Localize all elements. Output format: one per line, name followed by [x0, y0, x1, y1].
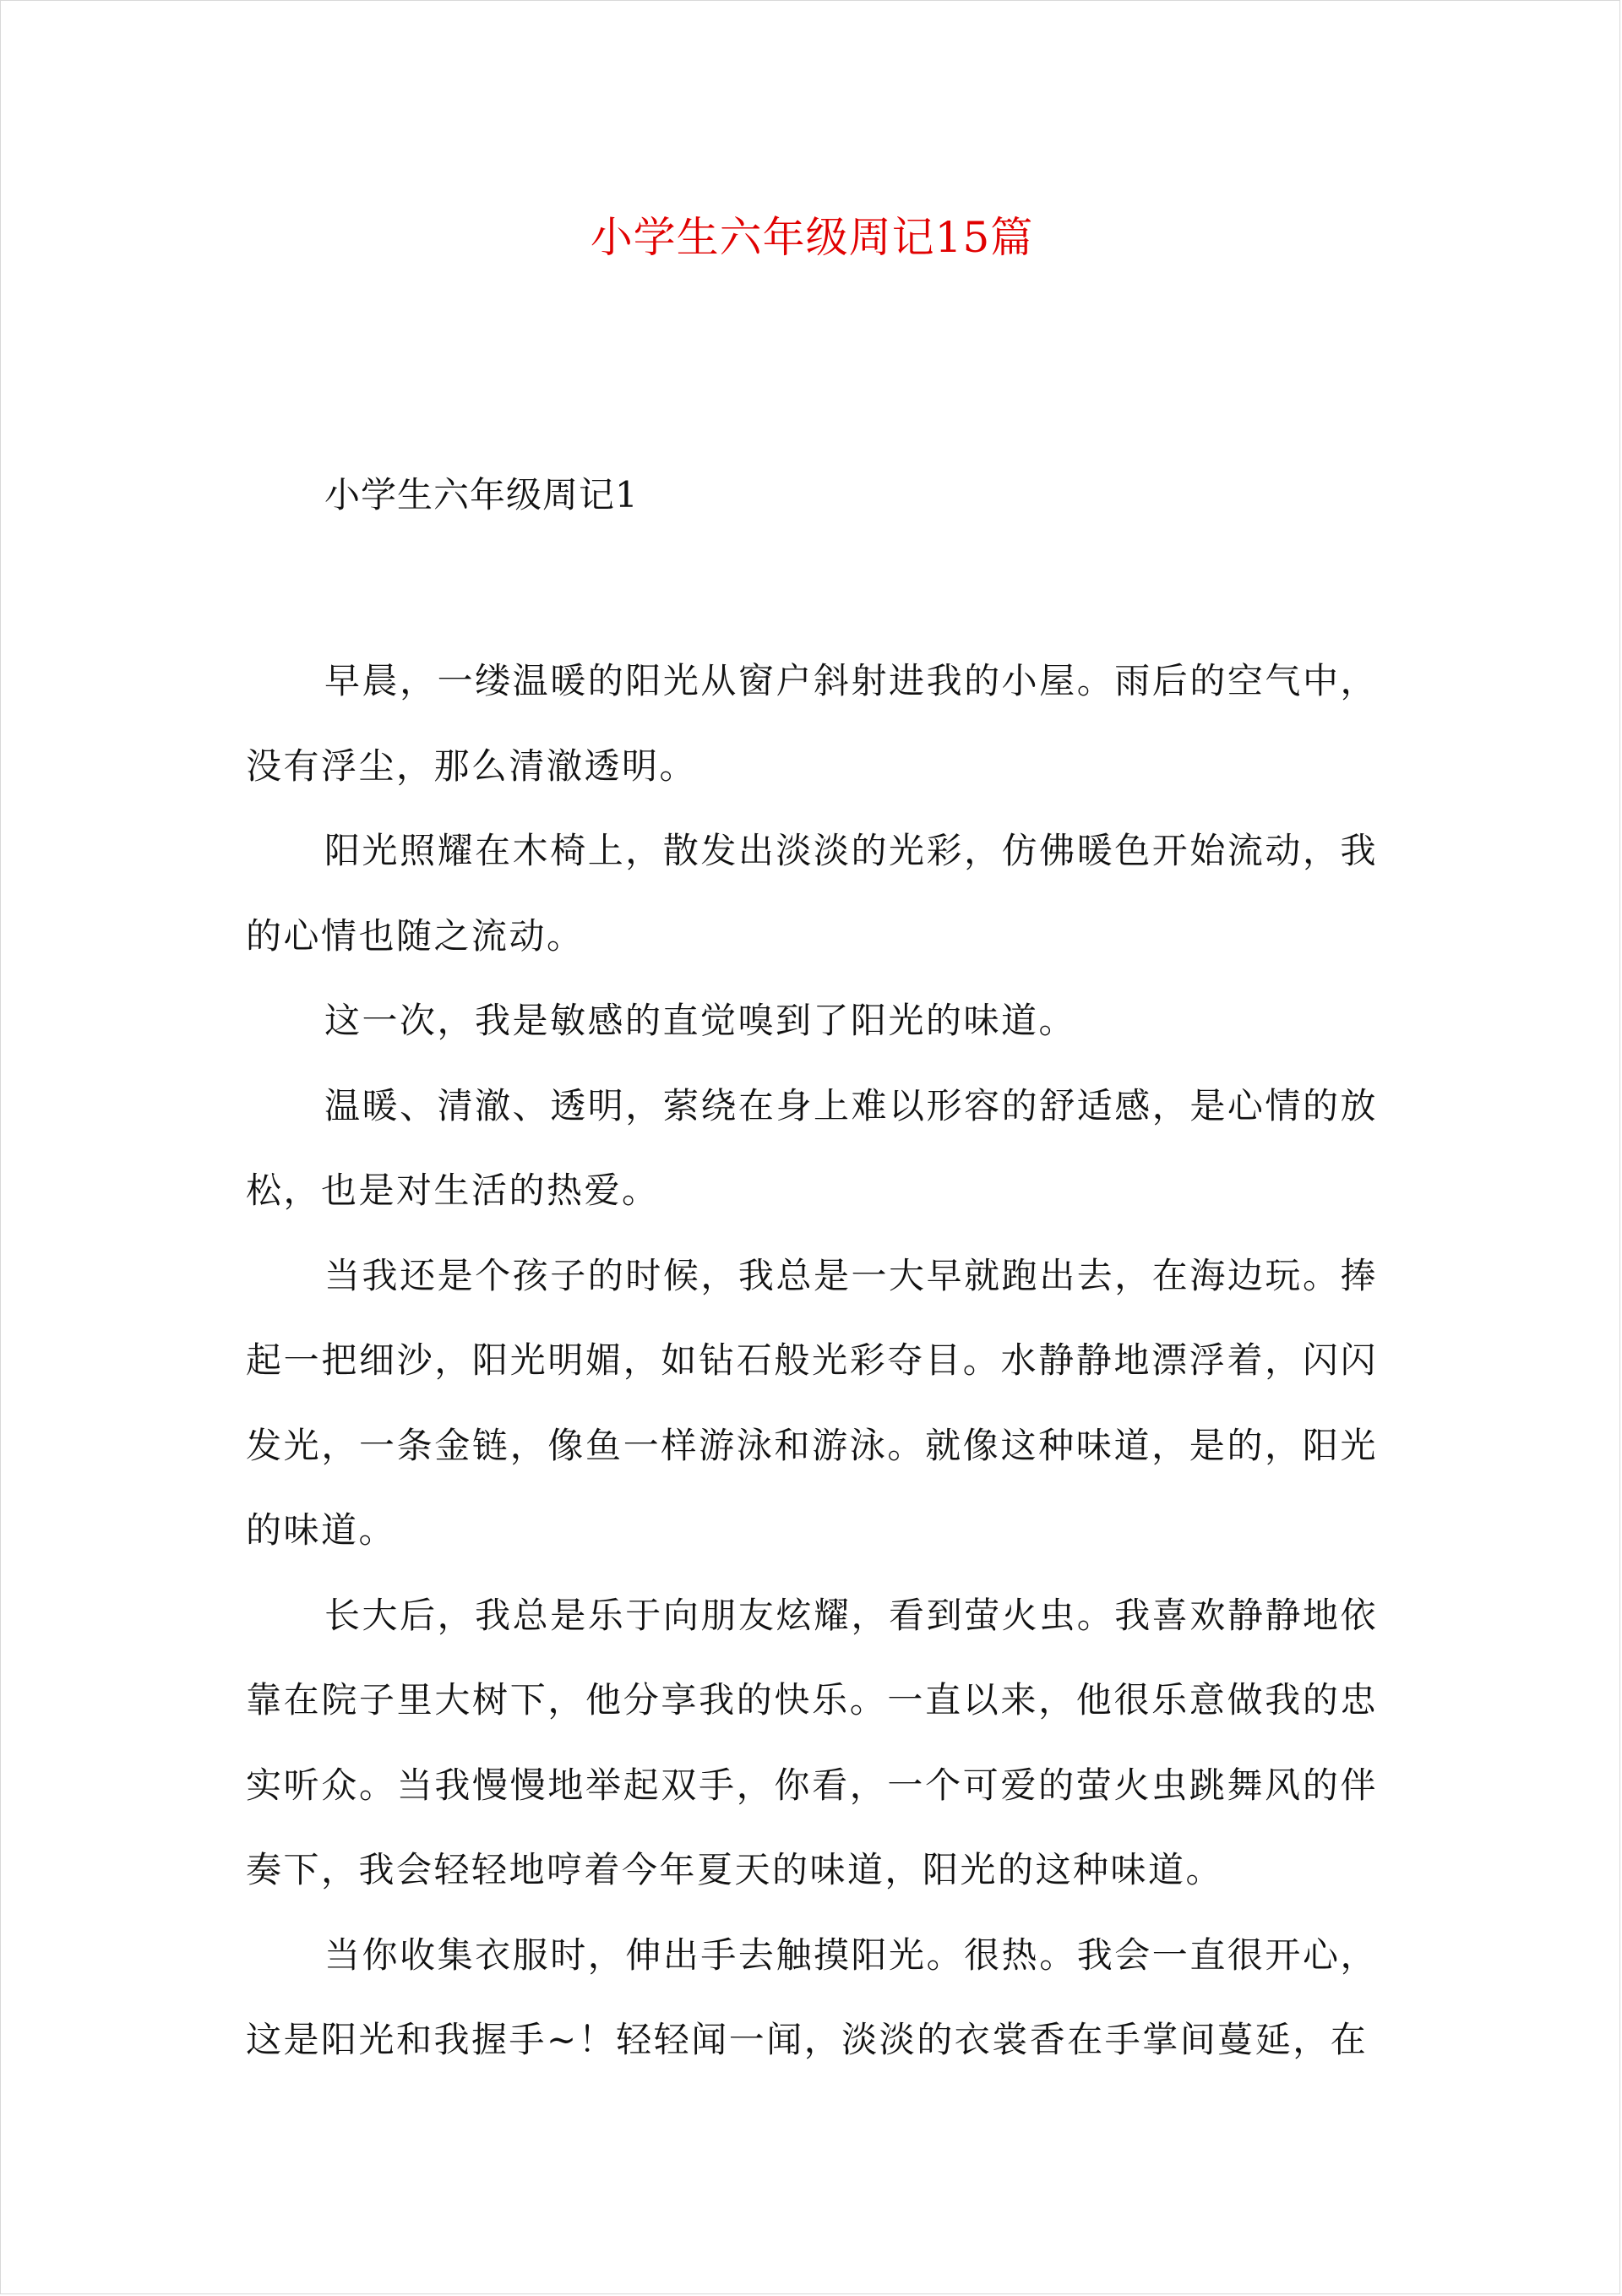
paragraph: 当我还是个孩子的时候，我总是一大早就跑出去，在海边玩。捧起一把细沙，阳光明媚，如钻石般光彩夺目。水静静地漂浮着，闪闪发光，一条金链，像鱼一样游泳和游泳。就像这种味道，是的，阳光的味道。 [246, 1254, 1378, 1551]
paragraph: 早晨，一缕温暖的阳光从窗户斜射进我的小屋。雨后的空气中，没有浮尘，那么清澈透明。 [246, 660, 1378, 787]
paragraph: 阳光照耀在木椅上，散发出淡淡的光彩，仿佛暖色开始流动，我的心情也随之流动。 [246, 830, 1378, 957]
paragraph: 当你收集衣服时，伸出手去触摸阳光。很热。我会一直很开心，这是阳光和我握手~！轻轻闻一闻，淡淡的衣裳香在手掌间蔓延，在 [246, 1933, 1378, 2060]
paragraph: 这一次，我是敏感的直觉嗅到了阳光的味道。 [324, 1000, 1077, 1041]
document-title: 小学生六年级周记15篇 [590, 213, 1034, 262]
paragraph: 温暖、清澈、透明，萦绕在身上难以形容的舒适感，是心情的放松，也是对生活的热爱。 [246, 1084, 1378, 1211]
section-heading: 小学生六年级周记1 [324, 474, 639, 515]
paragraph: 长大后，我总是乐于向朋友炫耀，看到萤火虫。我喜欢静静地依靠在院子里大树下，他分享我的快乐。一直以来，他很乐意做我的忠实听众。当我慢慢地举起双手，你看，一个可爱的萤火虫跳舞风的伴奏下，我会轻轻地哼着今年夏天的味道，阳光的这种味道。 [246, 1594, 1378, 1890]
document-body [246, 639, 1378, 2083]
